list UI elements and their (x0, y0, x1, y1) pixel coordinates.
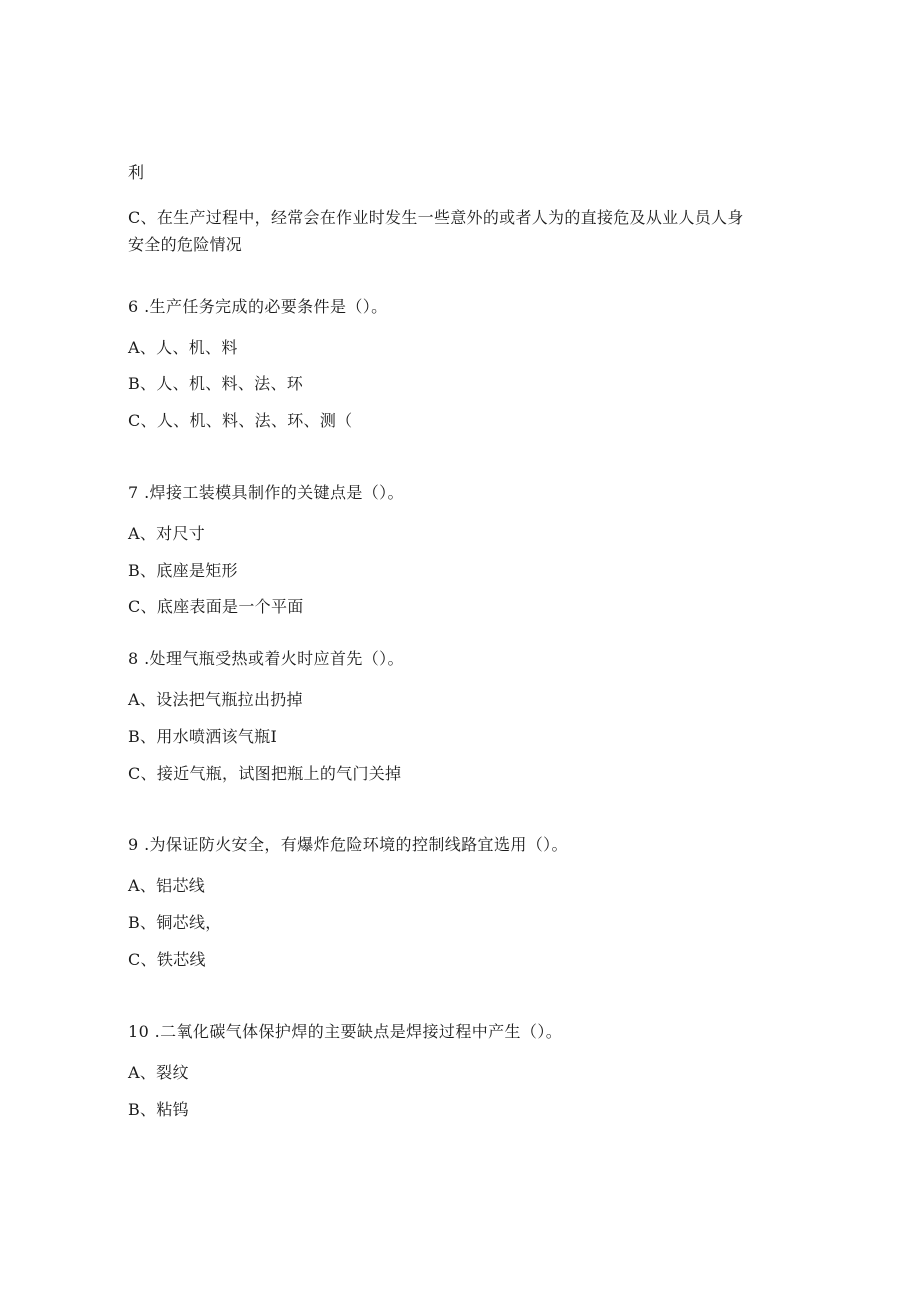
question-8-option-b: B、用水喷洒该气瓶I (128, 727, 278, 746)
question-10-stem: 10 .二氧化碳气体保护焊的主要缺点是焊接过程中产生（）。 (128, 1022, 563, 1041)
question-7-option-b: B、底座是矩形 (128, 561, 238, 580)
option-c-line1: C、在生产过程中，经常会在作业时发生一些意外的或者人为的直接危及从业人员人身 (128, 208, 744, 227)
question-7-option-a: A、对尺寸 (128, 524, 206, 543)
continued-text: 利 (128, 163, 145, 182)
question-6-option-b: B、人、机、料、法、环 (128, 374, 304, 393)
question-8-stem: 8 .处理气瓶受热或着火时应首先（）。 (128, 649, 404, 668)
question-6-stem: 6 .生产任务完成的必要条件是（）。 (128, 297, 388, 316)
question-10-option-b: B、粘钨 (128, 1100, 189, 1119)
question-9-option-a: A、铝芯线 (128, 876, 206, 895)
question-7-stem: 7 .焊接工装模具制作的关键点是（）。 (128, 483, 404, 502)
question-8-option-a: A、设法把气瓶拉出扔掉 (128, 690, 303, 709)
option-c-line2: 安全的危险情况 (128, 235, 243, 254)
question-10-option-a: A、裂纹 (128, 1063, 189, 1082)
question-6-option-a: A、人、机、料 (128, 338, 238, 357)
question-9-stem: 9 .为保证防火安全，有爆炸危险环境的控制线路宜选用（）。 (128, 835, 568, 854)
question-6-option-c: C、人、机、料、法、环、测（ (128, 411, 353, 430)
question-9-option-b: B、铜芯线， (128, 913, 222, 932)
question-7-option-c: C、底座表面是一个平面 (128, 597, 304, 616)
question-9-option-c: C、铁芯线 (128, 950, 206, 969)
question-8-option-c: C、接近气瓶，试图把瓶上的气门关掉 (128, 764, 402, 783)
